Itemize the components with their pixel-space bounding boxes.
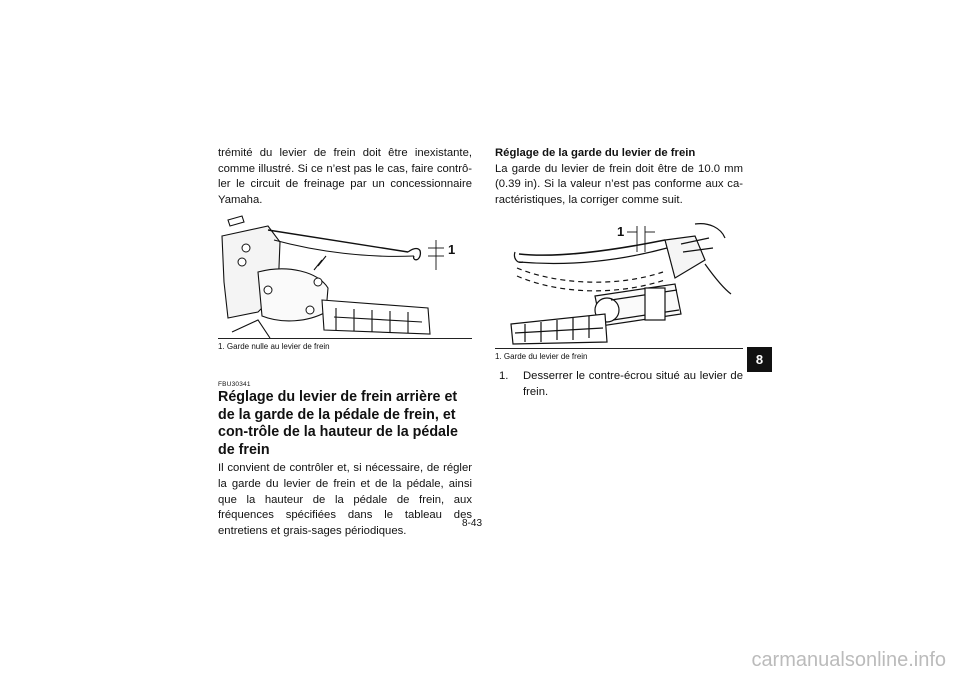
figure-callout: 1 (448, 242, 456, 258)
procedure-steps (495, 369, 743, 400)
left-column (218, 146, 472, 539)
section-heading: Réglage du levier de frein arrière et de la garde de la pédale de frein, et con-trôle de la hauteur de la pédale de frein (218, 389, 458, 458)
section-paragraph: Il convient de contrôler et, si nécessaire, de régler la garde du levier de frein et de la pédale, ainsi que la hauteur de la pédale de frein, aux fréquences spécifiées dans le tableau des entretiens et grais-sages périodiques. (218, 462, 472, 537)
page-number: 8-43 (462, 518, 483, 529)
figure-callout: 1 (617, 224, 625, 240)
figure-caption: 1. Garde du levier de frein (495, 352, 588, 362)
subsection-paragraph: La garde du levier de frein doit être de 10.0 mm (0.39 in). Si la valeur n’est pas conforme aux ca-ractéristiques, la corriger comme suit. (495, 162, 743, 206)
section-code: FBU30341 (218, 381, 251, 389)
figure-caption: 1. Garde nulle au levier de frein (218, 342, 330, 352)
right-column (495, 146, 743, 401)
subsection-heading: Réglage de la garde du levier de frein (495, 147, 696, 159)
intro-paragraph: trémité du levier de frein doit être inexistante, comme illustré. Si ce n’est pas le cas, faire contrô-ler le circuit de freinage par un concessionnaire Yamaha. (218, 147, 472, 206)
brake-lever-play-figure (495, 218, 743, 349)
brake-lever-illustration (218, 212, 472, 338)
step-number: 1. (499, 370, 509, 383)
brake-lever-no-play-figure (218, 212, 472, 339)
list-item (495, 369, 743, 400)
step-text: Desserrer le contre-écrou situé au levier de frein. (523, 370, 743, 398)
watermark: carmanualsonline.info (751, 649, 946, 671)
chapter-tab: 8 (747, 347, 772, 372)
brake-lever-adjust-illustration (495, 218, 743, 348)
